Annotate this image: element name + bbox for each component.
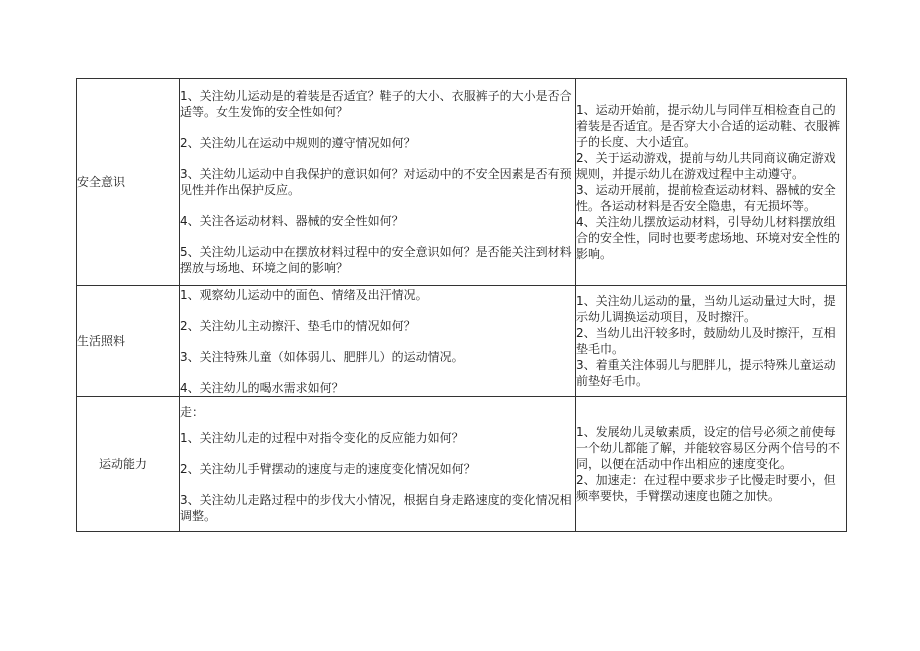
category-cell: [77, 286, 180, 397]
guidance-item: 2、关于运动游戏，提前与幼儿共同商议确定游戏规则，并提示幼儿在游戏过程中主动遵守。: [576, 151, 836, 181]
category-label: 安全意识: [77, 175, 126, 189]
focus-item: 3、关注幼儿运动中自我保护的意识如何？对运动中的不安全因素是否有预见性并作出保护反应。: [180, 167, 572, 197]
focus-item: 2、关注幼儿手臂摆动的速度与走的速度变化情况如何？: [180, 462, 476, 476]
focus-item: 4、关注幼儿的喝水需求如何？: [180, 380, 344, 395]
guidance-item: 1、运动开始前，提示幼儿与同伴互相检查自己的着装是否适宜。是否穿大小合适的运动鞋、衣服裤子的长度、大小适宜。: [576, 103, 841, 149]
table-row-motor: [77, 397, 847, 532]
guidance-item: 1、发展幼儿灵敏素质，设定的信号必须之前使每一个幼儿都能了解，并能较容易区分两个信号的不同，以便在活动中作出相应的速度变化。: [576, 425, 841, 471]
category-label: 运动能力: [99, 457, 148, 471]
focus-item: 1、关注幼儿走的过程中对指令变化的反应能力如何？: [180, 431, 464, 445]
focus-item: 3、关注幼儿走路过程中的步伐大小情况，根据自身走路速度的变化情况相调整。: [180, 493, 572, 523]
focus-item: 1、关注幼儿运动是的着装是否适宜？鞋子的大小、衣服裤子的大小是否合适等。女生发饰的安全性如何？: [180, 89, 572, 119]
category-cell: [77, 79, 180, 286]
guidance-item: 3、运动开展前，提前检查运动材料、器械的安全性。各运动材料是否安全隐患，有无损坏等。: [576, 183, 836, 213]
focus-cell: [180, 286, 576, 397]
table-row-care: [77, 286, 847, 397]
table-row-safety: [77, 79, 847, 286]
guidance-item: 1、关注幼儿运动的量，当幼儿运动量过大时，提示幼儿调换运动项目，及时擦汗。: [576, 294, 836, 324]
guidance-item: 2、加速走：在过程中要求步子比慢走时要小，但频率要快，手臂摆动速度也随之加快。: [576, 473, 836, 503]
guidance-item: 2、当幼儿出汗较多时，鼓励幼儿及时擦汗，互相垫毛巾。: [576, 326, 836, 356]
focus-item: 2、关注幼儿主动擦汗、垫毛巾的情况如何？: [180, 318, 416, 333]
guidance-cell: [576, 286, 847, 397]
focus-cell: [180, 397, 576, 532]
guidance-cell: [576, 79, 847, 286]
category-label: 生活照料: [77, 334, 126, 348]
focus-item: 2、关注幼儿在运动中规则的遵守情况如何？: [180, 136, 416, 150]
guidance-item: 4、关注幼儿摆放运动材料，引导幼儿材料摆放组合的安全性，同时也要考虑场地、环境对安全性的影响。: [576, 215, 841, 261]
focus-item: 3、关注特殊儿童（如体弱儿、肥胖儿）的运动情况。: [180, 349, 464, 364]
focus-item: 4、关注各运动材料、器械的安全性如何？: [180, 214, 404, 228]
guidance-cell: [576, 397, 847, 532]
focus-item: 5、关注幼儿运动中在摆放材料过程中的安全意识如何？是否能关注到材料摆放与场地、环境之间的影响？: [180, 245, 572, 275]
focus-cell: [180, 79, 576, 286]
observation-table: [76, 78, 847, 532]
focus-heading: 走：: [180, 405, 205, 419]
guidance-item: 3、着重关注体弱儿与肥胖儿，提示特殊儿童运动前垫好毛巾。: [576, 358, 836, 388]
focus-item: 1、观察幼儿运动中的面色、情绪及出汗情况。: [180, 287, 428, 302]
category-cell: [77, 397, 180, 532]
